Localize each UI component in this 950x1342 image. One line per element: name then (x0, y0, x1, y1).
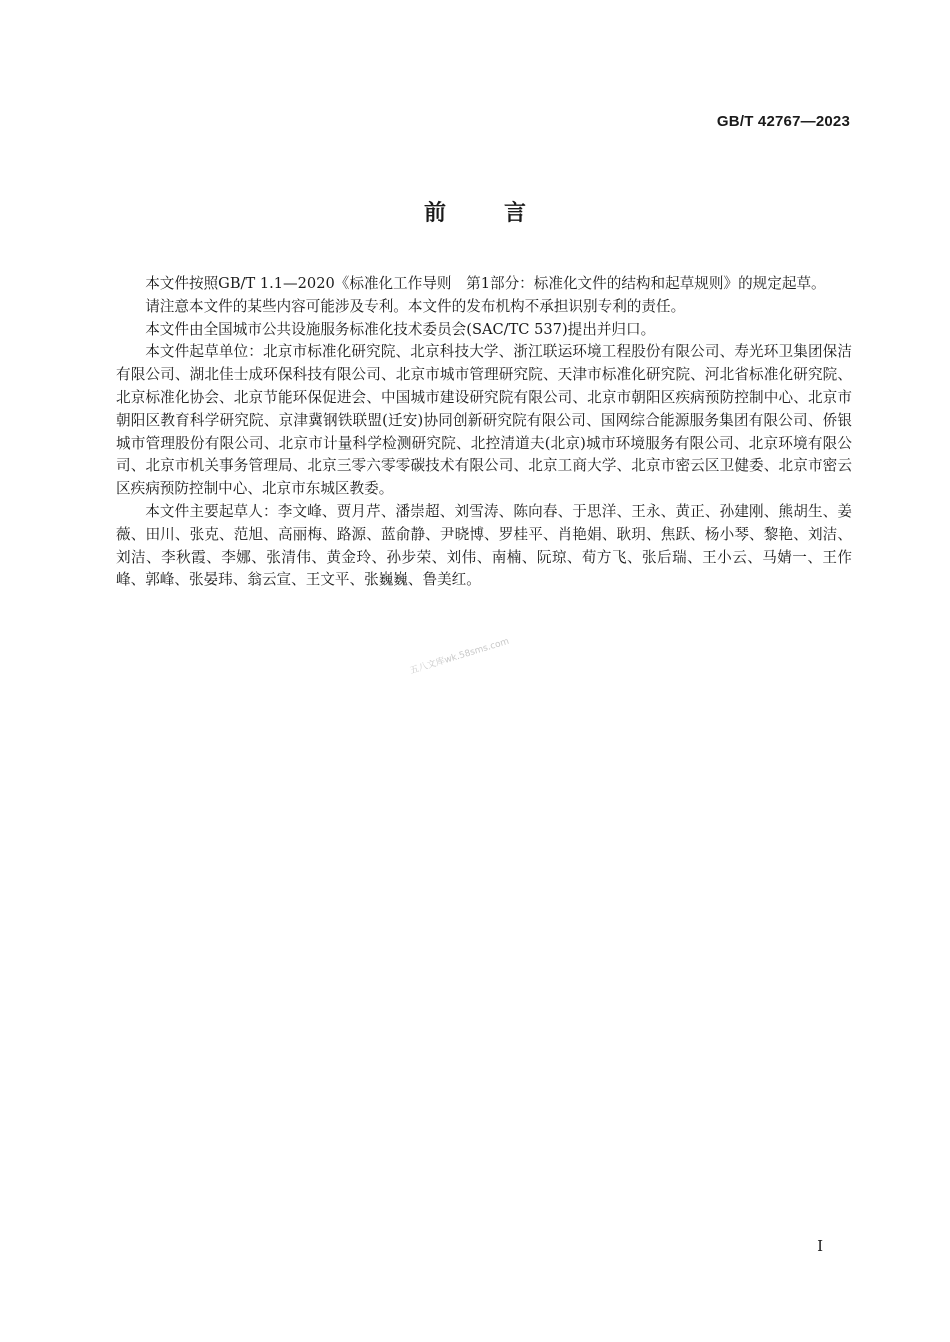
paragraph-drafters: 本文件主要起草人：李文峰、贾月芹、潘崇超、刘雪涛、陈向春、于思洋、王永、黄正、孙建刚、熊胡生、姜薇、田川、张克、范旭、高丽梅、路源、蓝俞静、尹晓博、罗桂平、肖艳娟、耿玥、焦跃、杨小琴、黎艳、刘洁、刘洁、李秋霞、李娜、张清伟、黄金玲、孙步荣、刘伟、南楠、阮琼、荀方飞、张后瑞、王小云、马婧一、王作峰、郭峰、张晏玮、翁云宣、王文平、张巍巍、鲁美红。 (116, 502, 852, 589)
standard-number: GB/T 42767—2023 (716, 113, 850, 130)
paragraph-drafting-rules: 本文件按照GB/T 1.1—2020《标准化工作导则 第1部分：标准化文件的结构和起草规则》的规定起草。 (145, 275, 826, 292)
paragraph-drafting-units: 本文件起草单位：北京市标准化研究院、北京科技大学、浙江联运环境工程股份有限公司、寿光环卫集团保洁有限公司、湖北佳士成环保科技有限公司、北京市城市管理研究院、天津市标准化研究院、河北省标准化研究院、北京标准化协会、北京节能环保促进会、中国城市建设研究院有限公司、北京市朝阳区疾病预防控制中心、北京市朝阳区教育科学研究院、京津冀钢铁联盟(迁安)协同创新研究院有限公司、国网综合能源服务集团有限公司、侨银城市管理股份有限公司、北京市计量科学检测研究院、北控清道夫(北京)城市环境服务有限公司、北京环境有限公司、北京市机关事务管理局、北京三零六零零碳技术有限公司、北京工商大学、北京市密云区卫健委、北京市密云区疾病预防控制中心、北京市东城区教委。 (116, 343, 852, 498)
foreword-body (116, 273, 852, 592)
watermark: 五八文库wk.58sms.com (408, 636, 511, 677)
page-title: 前言 (423, 201, 584, 226)
page-number: I (817, 1237, 823, 1255)
paragraph-patent-notice: 请注意本文件的某些内容可能涉及专利。本文件的发布机构不承担识别专利的责任。 (145, 297, 686, 315)
paragraph-committee: 本文件由全国城市公共设施服务标准化技术委员会(SAC/TC 537)提出并归口。 (145, 320, 656, 338)
